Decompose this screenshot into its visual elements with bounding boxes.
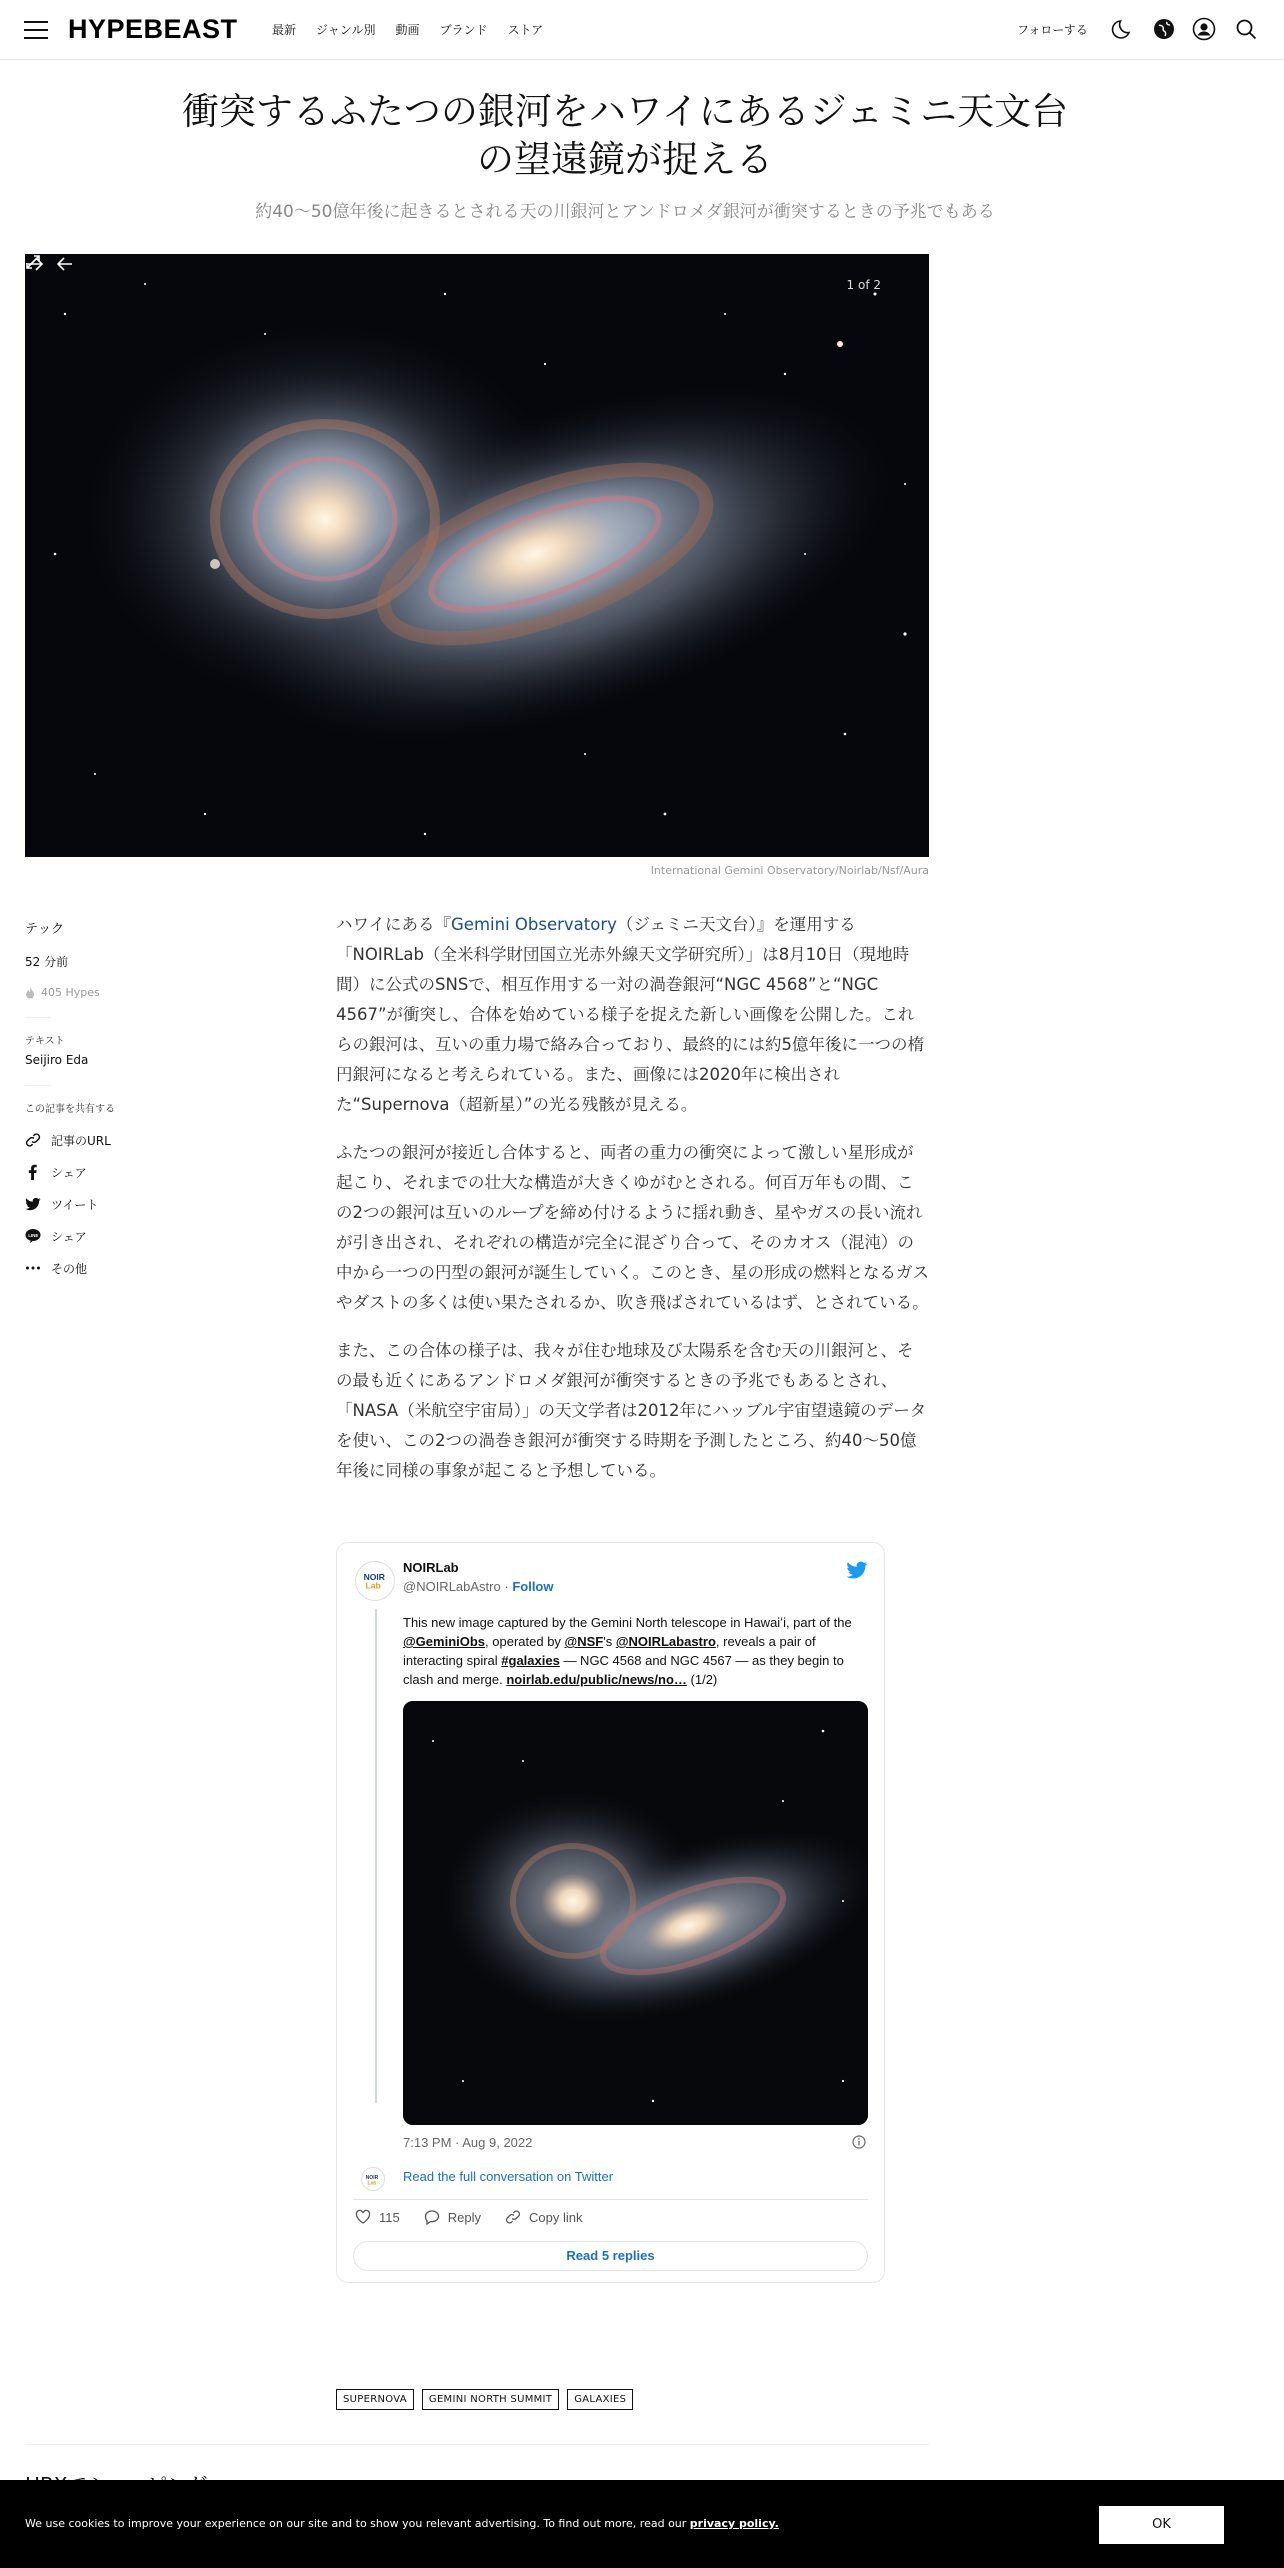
nav-item-store[interactable]: ストア [507, 23, 544, 37]
more-dots-icon [25, 1260, 41, 1276]
article-subtitle: 約40〜50億年後に起きるとされる天の川銀河とアンドロメダ銀河が衝突するときの予兆でもある [255, 202, 995, 222]
share-facebook-label: シェア [51, 1165, 87, 1180]
article-title-line1: 衝突するふたつの銀河をハワイにあるジェミニ天文台 [181, 90, 1069, 133]
tweet-timestamp[interactable]: 7:13 PM · Aug 9, 2022 [403, 2135, 533, 2150]
svg-text:NOIR: NOIR [363, 1572, 385, 1583]
section-divider [25, 2444, 929, 2445]
facebook-icon [25, 1164, 41, 1180]
galaxy-tweet-image [403, 1701, 868, 2125]
search-icon[interactable] [1234, 17, 1258, 41]
svg-text:Lab: Lab [367, 2180, 377, 2187]
tweet-follow-link[interactable]: Follow [512, 1579, 554, 1594]
tag-gemini-north-summit[interactable]: GEMINI NORTH SUMMIT [422, 2389, 559, 2410]
sidebar-divider [25, 1085, 51, 1086]
twitter-icon [25, 1196, 41, 1212]
publish-time: 52 分前 [25, 955, 69, 969]
tweet-author-handle [403, 1579, 554, 1594]
tweet-divider [353, 2199, 868, 2200]
info-icon[interactable] [852, 2135, 866, 2149]
mention-nsf[interactable]: @NSF [564, 1634, 604, 1649]
hypes-label: 405 Hypes [41, 986, 100, 999]
share-line-label: シェア [51, 1229, 87, 1244]
svg-text:LINE: LINE [28, 1233, 39, 1238]
share-line[interactable] [25, 1229, 245, 1243]
carousel-prev-arrow-icon[interactable] [55, 254, 75, 274]
text-label: テキスト [25, 1036, 65, 1047]
tweet-handle-text[interactable]: @NOIRLabAstro [403, 1579, 501, 1594]
cookie-banner [0, 2480, 1284, 2568]
share-twitter-label: ツイート [51, 1197, 99, 1212]
cookie-text [25, 2517, 779, 2530]
share-more-label: その他 [51, 1261, 88, 1276]
share-label: この記事を共有する [25, 1104, 115, 1115]
noirlab-avatar[interactable] [355, 1561, 395, 1601]
article-body [336, 910, 929, 1504]
article-title [150, 88, 1100, 184]
account-user-icon[interactable] [1192, 17, 1216, 41]
paragraph-text: （ジェミニ天文台）』を運用する「NOIRLab（全米科学財団国立光赤外線天文学研究所）」は8月10日（現地時間）に公式のSNSで、相互作用する一対の渦巻銀河“NGC 4568”と“NGC 4567”が衝突し、合体を始めている様子を捉えた新しい画像を公開した。これらの銀河は、互いの重力場で絡み合っており、最終的には約5億年後に一つの楕円銀河になると考えられている。また、画像には2020年に検出された“Supernova（超新星）”の光る残骸が見える。 [336, 915, 924, 1114]
paragraph-text: ハワイにある『 [336, 915, 452, 934]
galaxy-image [25, 254, 929, 857]
share-more[interactable] [25, 1261, 245, 1275]
cookie-ok-button[interactable]: OK [1099, 2506, 1224, 2544]
flame-icon [25, 987, 35, 999]
article-title-line2: の望遠鏡が捉える [477, 138, 773, 181]
reply-bubble-icon [424, 2209, 440, 2225]
reply-label: Reply [447, 2209, 481, 2225]
follow-link[interactable]: フォローする [1017, 23, 1088, 37]
category-link[interactable]: テック [25, 922, 65, 937]
line-icon [25, 1228, 41, 1244]
like-count: 115 [379, 2209, 400, 2225]
nav-item-genre[interactable]: ジャンル別 [316, 23, 376, 37]
tweet-author-name[interactable]: NOIRLab [403, 1560, 459, 1575]
svg-text:Lab: Lab [365, 1580, 381, 1591]
nav-item-video[interactable]: 動画 [395, 23, 420, 37]
privacy-policy-link[interactable]: privacy policy. [689, 2517, 779, 2530]
tweet-handle-separator: · [504, 1579, 509, 1594]
tweet-text-part: (1/2) [686, 1672, 718, 1687]
carousel-counter: 1 of 2 [846, 278, 881, 292]
hypes-count[interactable] [25, 986, 245, 999]
cookie-message: We use cookies to improve your experience on our site and to show you relevant advertising. To find out more, read our [25, 2517, 690, 2530]
reply-button[interactable] [424, 2209, 481, 2225]
tweet-actions [355, 2209, 582, 2225]
main-nav [272, 21, 543, 38]
tweet-text-part: This new image captured by the Gemini North telescope in Hawaiʻi, part of the [403, 1615, 852, 1630]
embedded-tweet [336, 1542, 885, 2283]
tweet-text-part: , operated by [485, 1634, 565, 1649]
site-logo[interactable]: HYPEBEAST [68, 14, 238, 44]
hero-image-carousel[interactable] [25, 254, 929, 857]
tag-supernova[interactable]: SUPERNOVA [336, 2389, 414, 2410]
mention-noirlabastro[interactable]: @NOIRLabastro [615, 1634, 716, 1649]
article-paragraph: ふたつの銀河が接近し合体すると、両者の重力の衝突によって激しい星形成が起こり、それまでの壮大な構造が大きくゆがむとされる。何百万年もの間、この2つの銀河は互いのループを締め付けるように揺れ動き、星やガスの長い流れが引き出され、それぞれの構造が完全に混ざり合って、そのカオス（混沌）の中から一つの円型の銀河が誕生していく。このとき、星の形成の燃料となるガスやダストの多くは使い果たされるか、吹き飛ばされているはず、とされている。 [336, 1143, 930, 1312]
sidebar-divider [25, 1017, 51, 1018]
thread-line [375, 1609, 377, 2103]
tweet-image[interactable] [403, 1701, 868, 2125]
link-icon [25, 1132, 41, 1148]
noirlab-mini-avatar [361, 2167, 385, 2191]
tweet-text-part: 's [603, 1634, 616, 1649]
tweet-text-part: — NGC 4568 and NGC 4567 — as they begin to clash and merge. [403, 1653, 844, 1687]
author-name[interactable]: Seijiro Eda [25, 1053, 89, 1067]
read-conversation-link[interactable]: Read the full conversation on Twitter [403, 2169, 614, 2184]
gemini-observatory-link[interactable]: Gemini Observatory [451, 915, 617, 934]
svg-text:NOIR: NOIR [365, 2175, 379, 2181]
menu-icon[interactable] [24, 21, 48, 39]
hashtag-galaxies[interactable]: #galaxies [501, 1653, 560, 1668]
share-twitter[interactable] [25, 1197, 245, 1211]
copy-link-button[interactable] [505, 2209, 582, 2225]
heart-icon [355, 2209, 371, 2225]
read-replies-button[interactable]: Read 5 replies [353, 2241, 868, 2271]
tag-galaxies[interactable]: GALAXIES [567, 2389, 633, 2410]
share-facebook[interactable] [25, 1165, 245, 1179]
share-copy-url-label: 記事のURL [51, 1133, 111, 1148]
globe-region-icon[interactable] [1152, 17, 1176, 41]
article-paragraph [336, 910, 929, 1120]
dark-mode-moon-icon[interactable] [1111, 17, 1135, 41]
copy-link-label: Copy link [528, 2209, 583, 2225]
link-icon [505, 2209, 521, 2225]
tweet-link[interactable]: noirlab.edu/public/news/no… [506, 1672, 687, 1687]
article-paragraph: また、この合体の様子は、我々が住む地球及び太陽系を含む天の川銀河と、その最も近くにあるアンドロメダ銀河が衝突するときの予兆でもあるとされ、「NASA（米航空宇宙局）」の天文学者は2012年にハッブル宇宙望遠鏡のデータを使い、この2つの渦巻き銀河が衝突する時期を予測したところ、約40〜50億年後に同様の事象が起こると予想している。 [336, 1341, 927, 1480]
mention-geminiobs[interactable]: @GeminiObs [403, 1634, 486, 1649]
nav-item-latest[interactable]: 最新 [272, 23, 297, 37]
tag-list [336, 2389, 633, 2410]
twitter-bird-icon[interactable] [846, 1559, 868, 1581]
like-button[interactable] [355, 2209, 400, 2225]
site-header [0, 0, 1284, 60]
nav-item-brand[interactable]: ブランド [439, 23, 488, 37]
image-credit: International Gemini Observatory/Noirlab/Nsf/Aura [650, 864, 929, 877]
article-sidebar [25, 918, 245, 1275]
share-copy-url[interactable] [25, 1133, 245, 1147]
tweet-text-part: , reveals a pair of interacting spiral [403, 1634, 816, 1668]
carousel-next-arrow-icon[interactable] [25, 254, 45, 274]
tweet-text [403, 1613, 873, 1689]
